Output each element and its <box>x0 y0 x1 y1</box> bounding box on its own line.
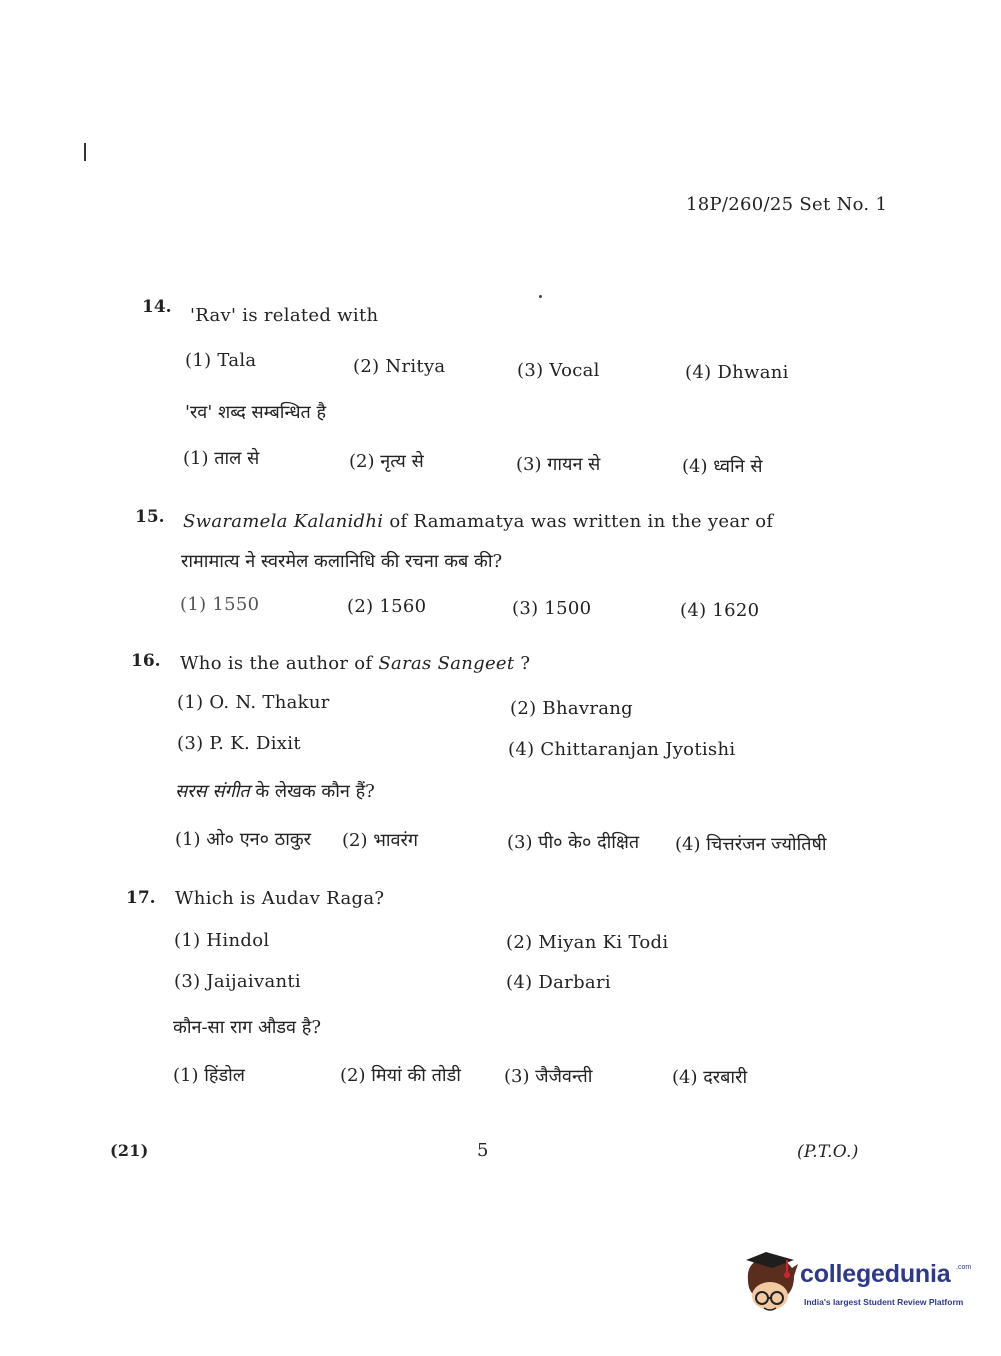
question-text-hi: रामामात्य ने स्वरमेल कलानिधि की रचना कब की? <box>181 551 503 572</box>
option-2: (2) 1560 <box>347 596 427 617</box>
mascot-icon <box>742 1250 800 1320</box>
page-number: 5 <box>477 1140 489 1161</box>
option-en-2: (2) Miyan Ki Todi <box>506 932 669 953</box>
book-title: Swaramela Kalanidhi <box>183 511 384 532</box>
question-text-en <box>183 511 773 532</box>
question-number: 15. <box>135 507 165 527</box>
option-hi-2: (2) नृत्य से <box>349 451 424 472</box>
question-text-hi-rest: के लेखक कौन हैं? <box>249 781 375 802</box>
option-en-4: (4) Chittaranjan Jyotishi <box>508 739 736 760</box>
question-text-en: Which is Audav Raga? <box>175 888 385 909</box>
question-number: 16. <box>131 651 161 671</box>
margin-mark <box>84 143 86 161</box>
collegedunia-logo <box>742 1250 972 1320</box>
option-en-1: (1) O. N. Thakur <box>177 692 330 713</box>
option-hi-2: (2) मियां की तोडी <box>340 1065 461 1086</box>
option-3: (3) 1500 <box>512 598 592 619</box>
option-hi-3: (3) जैजैवन्ती <box>504 1066 593 1087</box>
footer-code: (21) <box>110 1141 149 1160</box>
option-en-2: (2) Nritya <box>353 356 446 377</box>
logo-suffix: .com <box>956 1264 972 1271</box>
question-text-hi: 'रव' शब्द सम्बन्धित है <box>185 402 327 423</box>
question-number: 17. <box>126 888 156 908</box>
option-en-3: (3) P. K. Dixit <box>177 733 301 754</box>
question-text-en <box>180 653 530 674</box>
book-title-hi: सरस संगीत <box>175 781 250 802</box>
option-1: (1) 1550 <box>180 594 260 615</box>
option-4: (4) 1620 <box>680 600 760 621</box>
option-hi-4: (4) चित्तरंजन ज्योतिषी <box>675 834 827 855</box>
option-en-4: (4) Darbari <box>506 972 611 993</box>
option-hi-4: (4) दरबारी <box>672 1067 748 1088</box>
option-hi-4: (4) ध्वनि से <box>682 456 763 477</box>
paper-code: 18P/260/25 Set No. 1 <box>686 194 888 215</box>
option-en-1: (1) Hindol <box>174 930 270 951</box>
option-en-3: (3) Jaijaivanti <box>174 971 301 992</box>
option-en-2: (2) Bhavrang <box>510 698 633 719</box>
logo-wordmark: collegedunia <box>800 1260 951 1288</box>
question-text-pre: Who is the author of <box>180 653 379 674</box>
option-en-4: (4) Dhwani <box>685 362 789 383</box>
option-hi-1: (1) ताल से <box>183 448 260 469</box>
option-hi-3: (3) पी० के० दीक्षित <box>507 832 640 853</box>
option-en-3: (3) Vocal <box>517 360 600 381</box>
logo-tagline: India's largest Student Review Platform <box>804 1297 964 1307</box>
option-hi-2: (2) भावरंग <box>342 830 419 851</box>
question-text-post: ? <box>514 653 531 674</box>
question-number: 14. <box>142 297 172 317</box>
book-title: Saras Sangeet <box>378 653 515 674</box>
option-hi-1: (1) ओ० एन० ठाकुर <box>175 829 312 850</box>
speck <box>539 295 542 298</box>
question-text-hi <box>175 779 375 803</box>
option-hi-1: (1) हिंडोल <box>173 1065 245 1086</box>
question-text-hi: कौन-सा राग औडव है? <box>173 1017 321 1038</box>
question-text-en: 'Rav' is related with <box>190 305 379 326</box>
option-en-1: (1) Tala <box>185 350 257 371</box>
option-hi-3: (3) गायन से <box>516 454 601 475</box>
question-text-rest: of Ramamatya was written in the year of <box>383 511 774 532</box>
pto-label: (P.T.O.) <box>797 1142 859 1162</box>
